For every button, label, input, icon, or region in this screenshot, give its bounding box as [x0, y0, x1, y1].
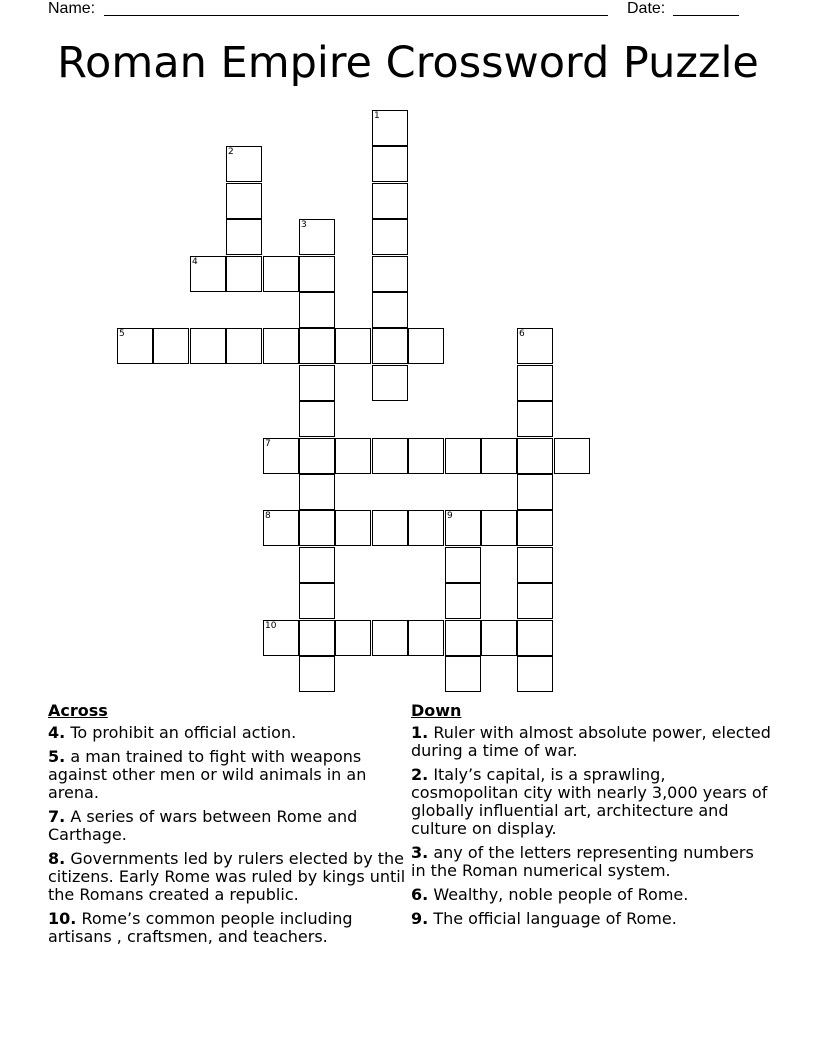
grid-cell — [299, 438, 335, 474]
grid-cell — [372, 292, 408, 328]
cell-number: 10 — [265, 621, 277, 631]
grid-cell — [445, 656, 481, 692]
cell-number: 7 — [265, 439, 271, 449]
clue-text: Rome’s common people including artisans , craftsmen, and teachers. — [48, 909, 353, 946]
clue-down — [411, 886, 771, 904]
grid-cell — [263, 510, 299, 546]
grid-cell — [554, 438, 590, 474]
grid-cell — [445, 547, 481, 583]
cell-number: 3 — [301, 220, 307, 230]
clue-text: Governments led by rulers elected by the citizens. Early Rome was ruled by kings until the Romans created a republic. — [48, 849, 406, 904]
clue-across — [48, 808, 408, 844]
clue-text: a man trained to fight with weapons against other men or wild animals in an arena. — [48, 747, 367, 802]
clue-down — [411, 844, 771, 880]
name-label: Name: — [48, 0, 96, 17]
grid-cell — [372, 328, 408, 364]
grid-cell — [481, 510, 517, 546]
clue-number: 10. — [48, 909, 77, 928]
grid-cell — [517, 510, 553, 546]
grid-cell — [335, 510, 371, 546]
grid-cell — [299, 365, 335, 401]
cell-number: 4 — [192, 257, 198, 267]
cell-number: 1 — [374, 111, 380, 121]
date-label: Date: — [627, 0, 666, 17]
grid-cell — [299, 583, 335, 619]
grid-cell — [335, 620, 371, 656]
across-heading: Across — [48, 701, 108, 720]
clue-number: 8. — [48, 849, 66, 868]
grid-cell — [372, 510, 408, 546]
grid-cell — [445, 620, 481, 656]
clue-text: Wealthy, noble people of Rome. — [433, 885, 689, 904]
clue-text: any of the letters representing numbers in the Roman numerical system. — [411, 843, 754, 880]
date-blank — [673, 15, 739, 16]
grid-cell — [517, 328, 553, 364]
grid-cell — [299, 656, 335, 692]
name-blank — [104, 15, 608, 16]
clue-text: Italy’s capital, is a sprawling, cosmopolitan city with nearly 3,000 years of globally influential art, architecture and culture on display. — [411, 765, 768, 838]
grid-cell — [372, 183, 408, 219]
grid-cell — [263, 620, 299, 656]
clue-number: 1. — [411, 723, 429, 742]
clue-text: The official language of Rome. — [433, 909, 677, 928]
grid-cell — [299, 620, 335, 656]
clue-across — [48, 910, 408, 946]
grid-cell — [372, 365, 408, 401]
clue-down — [411, 766, 771, 838]
grid-cell — [517, 401, 553, 437]
grid-cell — [226, 183, 262, 219]
grid-cell — [190, 328, 226, 364]
clue-number: 9. — [411, 909, 429, 928]
grid-cell — [372, 620, 408, 656]
down-clues — [411, 702, 771, 934]
across-clues — [48, 702, 408, 952]
cell-number: 6 — [519, 329, 525, 339]
grid-cell — [517, 438, 553, 474]
clue-number: 4. — [48, 723, 66, 742]
grid-cell — [299, 510, 335, 546]
grid-cell — [226, 219, 262, 255]
grid-cell — [408, 438, 444, 474]
grid-cell — [153, 328, 189, 364]
grid-cell — [263, 256, 299, 292]
grid-cell — [517, 474, 553, 510]
grid-cell — [226, 328, 262, 364]
down-heading: Down — [411, 701, 462, 720]
grid-cell — [372, 146, 408, 182]
grid-cell — [372, 219, 408, 255]
grid-cell — [299, 401, 335, 437]
grid-cell — [517, 656, 553, 692]
clue-number: 6. — [411, 885, 429, 904]
grid-cell — [263, 328, 299, 364]
grid-cell — [372, 256, 408, 292]
grid-cell — [481, 438, 517, 474]
grid-cell — [517, 620, 553, 656]
grid-cell — [335, 438, 371, 474]
page-title: Roman Empire Crossword Puzzle — [57, 38, 759, 88]
grid-cell — [372, 438, 408, 474]
grid-cell — [299, 547, 335, 583]
grid-cell — [481, 620, 517, 656]
grid-cell — [299, 328, 335, 364]
clue-text: To prohibit an official action. — [70, 723, 297, 742]
grid-cell — [445, 583, 481, 619]
grid-cell — [299, 474, 335, 510]
clue-across — [48, 748, 408, 802]
grid-cell — [408, 328, 444, 364]
grid-cell — [517, 365, 553, 401]
clue-across — [48, 850, 408, 904]
clue-number: 7. — [48, 807, 66, 826]
grid-cell — [226, 146, 262, 182]
grid-cell — [372, 110, 408, 146]
clue-text: A series of wars between Rome and Carthage. — [48, 807, 358, 844]
grid-cell — [299, 219, 335, 255]
clue-across — [48, 724, 408, 742]
grid-cell — [335, 328, 371, 364]
grid-cell — [263, 438, 299, 474]
grid-cell — [226, 256, 262, 292]
clue-number: 5. — [48, 747, 66, 766]
clue-down — [411, 910, 771, 928]
grid-cell — [445, 438, 481, 474]
grid-cell — [408, 620, 444, 656]
clue-number: 2. — [411, 765, 429, 784]
clue-text: Ruler with almost absolute power, elected during a time of war. — [411, 723, 771, 760]
grid-cell — [299, 292, 335, 328]
grid-cell — [408, 510, 444, 546]
grid-cell — [190, 256, 226, 292]
cell-number: 5 — [119, 329, 125, 339]
grid-cell — [517, 583, 553, 619]
grid-cell — [299, 256, 335, 292]
cell-number: 9 — [447, 511, 453, 521]
grid-cell — [117, 328, 153, 364]
clue-number: 3. — [411, 843, 429, 862]
grid-cell — [517, 547, 553, 583]
cell-number: 8 — [265, 511, 271, 521]
clue-down — [411, 724, 771, 760]
grid-cell — [445, 510, 481, 546]
cell-number: 2 — [228, 147, 234, 157]
